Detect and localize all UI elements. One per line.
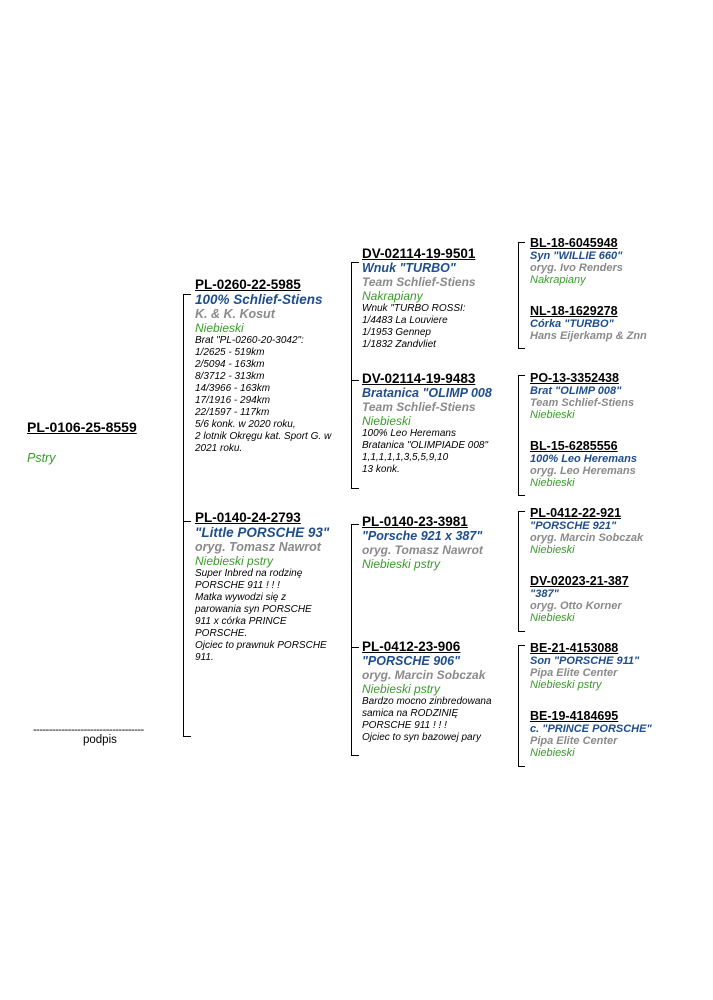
note-line: samica na RODZINIĘ bbox=[362, 708, 459, 719]
bird-color: Niebieski bbox=[195, 321, 244, 335]
bracket-line bbox=[183, 736, 191, 737]
bird-color: Niebieski pstry bbox=[362, 682, 441, 696]
bird-name: Son "PORSCHE 911" bbox=[530, 655, 640, 667]
note-line: Ojciec to prawnuk PORSCHE bbox=[195, 640, 327, 651]
bracket-line bbox=[183, 294, 191, 295]
bracket-line bbox=[351, 262, 359, 263]
bracket-line bbox=[518, 242, 519, 349]
note-line: 2 lotnik Okręgu kat. Sport G. w bbox=[195, 431, 332, 442]
bird-notes bbox=[362, 428, 492, 476]
bracket-line bbox=[351, 488, 359, 489]
bird-name: 100% Schlief-Stiens bbox=[195, 292, 323, 307]
bracket-line bbox=[183, 294, 184, 737]
ring-number: PL-0260-22-5985 bbox=[195, 277, 301, 292]
bird-owner: oryg. Marcin Sobczak bbox=[362, 668, 486, 682]
bracket-line bbox=[351, 524, 352, 756]
bird-color: Niebieski bbox=[530, 544, 575, 556]
note-line: 1/1832 Zandvliet bbox=[362, 339, 436, 350]
note-line: 2021 roku. bbox=[195, 443, 243, 454]
bird-color: Nakrapiany bbox=[362, 289, 423, 303]
bird-notes bbox=[362, 696, 492, 744]
dam-sire-card bbox=[362, 514, 483, 571]
note-line: Ojciec to syn bazowej pary bbox=[362, 732, 481, 743]
note-line: 100% Leo Heremans bbox=[362, 428, 456, 439]
subject-ring-number: PL-0106-25-8559 bbox=[27, 419, 137, 435]
gen4-card bbox=[530, 574, 629, 624]
sire-sire-card bbox=[362, 246, 476, 351]
bracket-line bbox=[351, 524, 359, 525]
ring-number: DV-02114-19-9483 bbox=[362, 371, 476, 386]
bird-notes bbox=[195, 335, 331, 455]
ring-number: DV-02114-19-9501 bbox=[362, 246, 476, 261]
bracket-line bbox=[518, 375, 519, 496]
gen4-card bbox=[530, 236, 623, 286]
note-line: Super Inbred na rodzinę bbox=[195, 568, 303, 579]
bird-owner: oryg. Ivo Renders bbox=[530, 262, 623, 274]
note-line: 1/4483 La Louviere bbox=[362, 315, 448, 326]
bird-name: 100% Leo Heremans bbox=[530, 453, 637, 465]
bird-notes bbox=[195, 568, 329, 664]
note-line: 22/1597 - 117km bbox=[195, 407, 270, 418]
bird-owner: Pipa Elite Center bbox=[530, 735, 618, 747]
bird-owner: Team Schlief-Stiens bbox=[530, 397, 635, 409]
note-line: 5/6 konk. w 2020 roku, bbox=[195, 419, 296, 430]
bird-name: Wnuk "TURBO" bbox=[362, 261, 456, 275]
bracket-line bbox=[518, 511, 519, 632]
note-line: PORSCHE. bbox=[195, 628, 248, 639]
bracket-line bbox=[518, 645, 525, 646]
bird-owner: oryg. Tomasz Nawrot bbox=[362, 543, 483, 557]
bird-name: Syn "WILLIE 660" bbox=[530, 250, 623, 262]
bird-color: Niebieski bbox=[530, 409, 575, 421]
note-line: 2/5094 - 163km bbox=[195, 359, 265, 370]
gen4-card bbox=[530, 439, 637, 489]
bird-notes bbox=[362, 303, 476, 351]
gen4-card bbox=[530, 506, 643, 556]
ring-number: PO-13-3352438 bbox=[530, 371, 619, 385]
bracket-line bbox=[351, 380, 359, 381]
bracket-line bbox=[518, 511, 525, 512]
note-line: 17/1916 - 294km bbox=[195, 395, 271, 406]
bird-owner: Team Schlief-Stiens bbox=[362, 275, 476, 289]
ring-number: DV-02023-21-387 bbox=[530, 574, 629, 588]
bird-name: "PORSCHE 921" bbox=[530, 520, 617, 532]
note-line: parowania syn PORSCHE bbox=[195, 604, 312, 615]
bracket-line bbox=[518, 631, 525, 632]
bracket-line bbox=[351, 647, 359, 648]
bird-name: Brat "OLIMP 008" bbox=[530, 385, 622, 397]
ring-number: BE-19-4184695 bbox=[530, 709, 619, 723]
note-line: 13 konk. bbox=[362, 464, 400, 475]
ring-number: BE-21-4153088 bbox=[530, 641, 619, 655]
bracket-line bbox=[518, 348, 525, 349]
ring-number: PL-0140-24-2793 bbox=[195, 510, 301, 525]
bird-owner: oryg. Marcin Sobczak bbox=[530, 532, 644, 544]
bird-name: c. "PRINCE PORSCHE" bbox=[530, 723, 652, 735]
bird-owner: Pipa Elite Center bbox=[530, 667, 618, 679]
ring-number: BL-18-6045948 bbox=[530, 236, 618, 250]
note-line: PORSCHE 911 ! ! ! bbox=[362, 720, 447, 731]
note-line: Bardzo mocno zinbredowana bbox=[362, 696, 492, 707]
note-line: Wnuk "TURBO ROSSI: bbox=[362, 303, 466, 314]
ring-number: BL-15-6285556 bbox=[530, 439, 618, 453]
bird-color: Niebieski pstry bbox=[530, 679, 602, 691]
gen4-card bbox=[530, 371, 634, 421]
bird-name: Bratanica "OLIMP 008 bbox=[362, 386, 492, 400]
note-line: 1/1953 Gennep bbox=[362, 327, 431, 338]
bird-owner: oryg. Tomasz Nawrot bbox=[195, 540, 321, 554]
ring-number: NL-18-1629278 bbox=[530, 304, 618, 318]
dam-card bbox=[195, 510, 329, 664]
gen4-card bbox=[530, 709, 652, 759]
note-line: Bratanica "OLIMPIADE 008" bbox=[362, 440, 489, 451]
bird-color: Niebieski bbox=[530, 747, 575, 759]
bird-owner: oryg. Leo Heremans bbox=[530, 465, 636, 477]
bracket-line bbox=[351, 262, 352, 489]
subject-color: Pstry bbox=[27, 451, 56, 465]
bracket-line bbox=[518, 766, 525, 767]
signature-label: podpis bbox=[83, 734, 117, 746]
ring-number: PL-0412-22-921 bbox=[530, 506, 622, 520]
bird-color: Niebieski pstry bbox=[195, 554, 274, 568]
bracket-line bbox=[518, 375, 525, 376]
sire-dam-card bbox=[362, 371, 492, 476]
ring-number: PL-0140-23-3981 bbox=[362, 514, 468, 529]
note-line: 1,1,1,1,1,3,5,5,9,10 bbox=[362, 452, 449, 463]
bird-name: "387" bbox=[530, 588, 559, 600]
bird-color: Niebieski bbox=[530, 477, 575, 489]
bird-color: Nakrapiany bbox=[530, 274, 586, 286]
bracket-line bbox=[351, 755, 359, 756]
note-line: Brat "PL-0260-20-3042": bbox=[195, 335, 304, 346]
note-line: PORSCHE 911 ! ! ! bbox=[195, 580, 280, 591]
note-line: 14/3966 - 163km bbox=[195, 383, 271, 394]
note-line: Matka wywodzi się z bbox=[195, 592, 287, 603]
subject-bird bbox=[27, 419, 137, 465]
note-line: 911 x córka PRINCE bbox=[195, 616, 287, 627]
bracket-line bbox=[518, 495, 525, 496]
bracket-line bbox=[518, 242, 525, 243]
bird-name: "Little PORSCHE 93" bbox=[195, 525, 330, 540]
bird-owner: Hans Eijerkamp & Znn bbox=[530, 330, 647, 342]
bird-name: Córka "TURBO" bbox=[530, 318, 614, 330]
bird-name: "PORSCHE 906" bbox=[362, 654, 460, 668]
note-line: 1/2625 - 519km bbox=[195, 347, 265, 358]
dam-dam-card bbox=[362, 639, 492, 744]
bracket-line bbox=[518, 645, 519, 767]
bird-owner: Team Schlief-Stiens bbox=[362, 400, 476, 414]
signature-line: ----------------------------------- bbox=[33, 724, 144, 736]
bracket-line bbox=[183, 521, 191, 522]
bird-color: Niebieski bbox=[530, 612, 575, 624]
bird-owner: K. & K. Kosut bbox=[195, 307, 275, 321]
sire-card bbox=[195, 277, 331, 455]
bird-color: Niebieski bbox=[362, 414, 411, 428]
gen4-card bbox=[530, 641, 639, 691]
note-line: 911. bbox=[195, 652, 214, 663]
note-line: 8/3712 - 313km bbox=[195, 371, 265, 382]
bird-owner: oryg. Otto Korner bbox=[530, 600, 622, 612]
bird-color: Niebieski pstry bbox=[362, 557, 441, 571]
gen4-card bbox=[530, 304, 647, 342]
ring-number: PL-0412-23-906 bbox=[362, 639, 461, 654]
bird-name: "Porsche 921 x 387" bbox=[362, 529, 483, 543]
